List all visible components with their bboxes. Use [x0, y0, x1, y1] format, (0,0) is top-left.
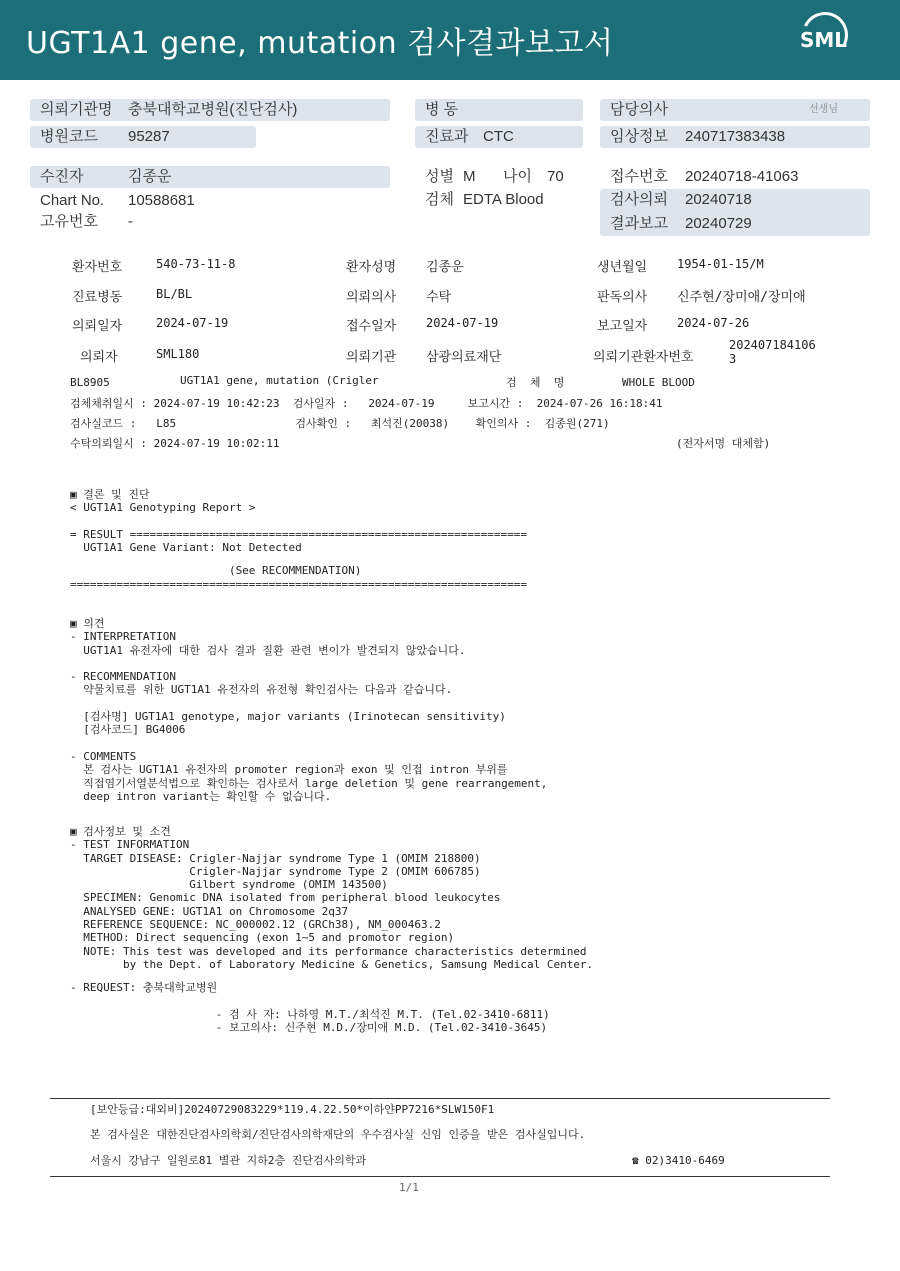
report-line: SPECIMEN: Genomic DNA isolated from peripheral blood leukocytes	[70, 891, 501, 905]
patient-value: 김종운	[128, 168, 172, 185]
req-inst-value: 삼광의료재단	[426, 350, 502, 365]
ward-field	[415, 99, 583, 121]
birth-value: 1954-01-15/M	[677, 257, 764, 271]
report-line: METHOD: Direct sequencing (exon 1~5 and promotor region)	[70, 931, 455, 945]
report-line: - INTERPRETATION	[70, 630, 176, 644]
patient-name-label: 환자성명	[346, 260, 397, 275]
form-line-request: 수탁의뢰일시 : 2024-07-19 10:02:11	[70, 437, 280, 450]
institution-label: 의뢰기관명	[40, 101, 113, 118]
report-line: - 검 사 자: 나하영 M.T./최석진 M.T. (Tel.02-3410-6811)	[70, 1007, 550, 1021]
test-name: UGT1A1 gene, mutation (Crigler	[180, 374, 379, 387]
request-date-label: 검사의뢰	[610, 191, 668, 208]
unique-no-label: 고유번호	[40, 213, 98, 230]
inst-patno-label: 의뢰기관환자번호	[593, 350, 694, 365]
rep-date-value: 2024-07-26	[677, 316, 750, 330]
sex-value: M	[463, 168, 476, 185]
rep-date-label: 보고일자	[597, 319, 648, 334]
conclusion-block	[70, 488, 527, 591]
req-doctor-label: 의뢰의사	[346, 290, 397, 305]
department-label: 진료과	[425, 128, 469, 145]
institution-value: 충북대학교병원(진단검사)	[128, 101, 298, 118]
patient-name-value: 김종운	[426, 260, 464, 275]
institution-field	[30, 99, 390, 121]
header-banner	[0, 0, 900, 80]
report-line	[70, 994, 550, 1007]
report-line: ▣ 의견	[70, 617, 105, 630]
report-line	[70, 737, 547, 750]
request-report-field	[600, 189, 870, 236]
doctor-value: 선생님	[809, 104, 838, 115]
patient-no-label: 환자번호	[72, 260, 123, 275]
clinical-info-label: 임상정보	[610, 128, 668, 145]
test-code: BL8905	[70, 376, 110, 389]
report-line: < UGT1A1 Genotyping Report >	[70, 501, 256, 515]
doctor-field	[600, 99, 870, 121]
page-number: 1/1	[399, 1181, 419, 1194]
department-field	[415, 126, 583, 148]
patient-label: 수진자	[40, 168, 84, 185]
form-line-lab: 검사실코드 : L85 검사확인 : 최석진(20038) 확인의사 : 김종원(271)	[70, 417, 610, 430]
reader-label: 판독의사	[597, 290, 648, 305]
specimen-name-value: WHOLE BLOOD	[622, 376, 695, 389]
req-doctor-value: 수탁	[426, 290, 452, 305]
report-line: Crigler-Najjar syndrome Type 2 (OMIM 606785)	[70, 864, 481, 878]
report-line: REFERENCE SEQUENCE: NC_000002.12 (GRCh38), NM_000463.2	[70, 918, 441, 932]
report-line: (See RECOMMENDATION)	[70, 564, 362, 578]
report-line: ▣ 결론 및 진단	[70, 488, 150, 501]
specimen-field	[415, 189, 585, 211]
report-line: - COMMENTS	[70, 749, 137, 763]
age-label: 나이	[503, 168, 532, 185]
birth-label: 생년월일	[597, 260, 648, 275]
inst-patno-value-2: 3	[729, 352, 737, 366]
report-line: Gilbert syndrome (OMIM 143500)	[70, 878, 388, 892]
specimen-name-label: 검 체 명	[506, 376, 565, 389]
inst-patno-value-1: 202407184106	[729, 338, 816, 352]
ward-label: 병 동	[425, 101, 459, 118]
report-line: - REQUEST: 충북대학교병원	[70, 981, 218, 994]
report-line: [검사명] UGT1A1 genotype, major variants (Irinotecan sensitivity)	[70, 710, 506, 724]
opinion-block	[70, 617, 547, 803]
report-date-label: 결과보고	[610, 215, 668, 232]
clinical-info-field	[600, 126, 870, 148]
test-info-block	[70, 825, 593, 971]
requester-label: 의뢰자	[80, 350, 118, 365]
chart-no-label: Chart No.	[40, 192, 105, 209]
requester-value: SML180	[156, 347, 200, 361]
report-line: ANALYSED GENE: UGT1A1 on Chromosome 2q37	[70, 904, 349, 918]
hospital-code-label: 병원코드	[40, 128, 98, 145]
report-line: - RECOMMENDATION	[70, 670, 176, 684]
clinical-info-value: 240717383438	[685, 128, 786, 145]
specimen-label: 검체	[425, 191, 454, 208]
report-line: NOTE: This test was developed and its performance characteristics determined	[70, 944, 587, 958]
e-sign-note: (전자서명 대체함)	[676, 437, 771, 450]
unique-no-field	[30, 211, 390, 233]
report-line	[70, 554, 527, 564]
sex-age-field	[415, 166, 585, 188]
form-ward-label: 진료병동	[72, 290, 123, 305]
specimen-value: EDTA Blood	[463, 191, 544, 208]
report-date-value: 20240729	[685, 215, 752, 232]
report-line: - TEST INFORMATION	[70, 838, 190, 852]
report-line: deep intron variant는 확인할 수 없습니다.	[70, 789, 332, 803]
patient-field	[30, 166, 390, 188]
footer-bottom-divider	[50, 1176, 830, 1177]
footer-top-divider	[50, 1098, 830, 1099]
report-line	[70, 697, 547, 710]
phone-line: ☎ 02)3410-6469	[632, 1154, 725, 1167]
unique-no-value: -	[128, 213, 133, 230]
sml-logo	[796, 12, 854, 66]
report-line: - 보고의사: 신주현 M.D./장미애 M.D. (Tel.02-3410-3645)	[70, 1020, 548, 1034]
report-line: =====================================================================	[70, 577, 527, 591]
receipt-no-field	[600, 166, 870, 188]
chart-no-field	[30, 190, 390, 212]
sex-label: 성별	[425, 168, 454, 185]
report-line: UGT1A1 Gene Variant: Not Detected	[70, 541, 302, 555]
report-line	[70, 515, 527, 528]
report-line: UGT1A1 유전자에 대한 검사 결과 질환 관련 변이가 발견되지 않았습니다.	[70, 643, 466, 657]
certification-note: 본 검사실은 대한진단검사의학회/진단검사의학재단의 우수검사실 신임 인증을 받은 검사실입니다.	[90, 1128, 586, 1141]
request-date-value: 20240718	[685, 191, 752, 208]
report-line: [검사코드] BG4006	[70, 723, 186, 737]
report-line: 약물치료를 위한 UGT1A1 유전자의 유전형 확인검사는 다음과 같습니다.	[70, 683, 453, 697]
receipt-no-value: 20240718-41063	[685, 168, 799, 185]
doctor-label: 담당의사	[610, 101, 668, 118]
req-date-value: 2024-07-19	[156, 316, 229, 330]
req-inst-label: 의뢰기관	[346, 350, 397, 365]
report-title: UGT1A1 gene, mutation 검사결과보고서	[26, 26, 614, 61]
report-line: ▣ 검사정보 및 소견	[70, 825, 171, 838]
hospital-code-value: 95287	[128, 128, 170, 145]
department-value: CTC	[483, 128, 514, 145]
address-line: 서울시 강남구 일원로81 별관 지하2층 진단검사의학과	[90, 1154, 367, 1167]
request-block	[70, 981, 550, 1034]
rec-date-label: 접수일자	[346, 319, 397, 334]
logo-text: SML	[800, 28, 848, 52]
req-date-label: 의뢰일자	[72, 319, 123, 334]
form-ward-value: BL/BL	[156, 287, 193, 301]
report-line: 본 검사는 UGT1A1 유전자의 promoter region과 exon 및 인접 intron 부위를	[70, 763, 508, 777]
reader-value: 신주현/장미애/장미애	[677, 290, 806, 305]
report-line: TARGET DISEASE: Crigler-Najjar syndrome Type 1 (OMIM 218800)	[70, 851, 481, 865]
report-line: by the Dept. of Laboratory Medicine & Genetics, Samsung Medical Center.	[70, 957, 594, 971]
report-line: 직접염기서열분석법으로 확인하는 검사로서 large deletion 및 gene rearrangement,	[70, 776, 548, 790]
age-value: 70	[547, 168, 564, 185]
rec-date-value: 2024-07-19	[426, 316, 499, 330]
hospital-code-field	[30, 126, 256, 148]
receipt-no-label: 접수번호	[610, 168, 668, 185]
form-line-collection: 검체채취일시 : 2024-07-19 10:42:23 검사일자 : 2024-07-19 보고시간 : 2024-07-26 16:18:41	[70, 397, 663, 410]
chart-no-value: 10588681	[128, 192, 195, 209]
patient-no-value: 540-73-11-8	[156, 257, 236, 271]
security-line: [보안등급:대외비]20240729083229*119.4.22.50*이하얀PP7216*SLW150F1	[90, 1103, 495, 1116]
report-line	[70, 657, 547, 670]
report-line: = RESULT ============================================================	[70, 527, 527, 541]
